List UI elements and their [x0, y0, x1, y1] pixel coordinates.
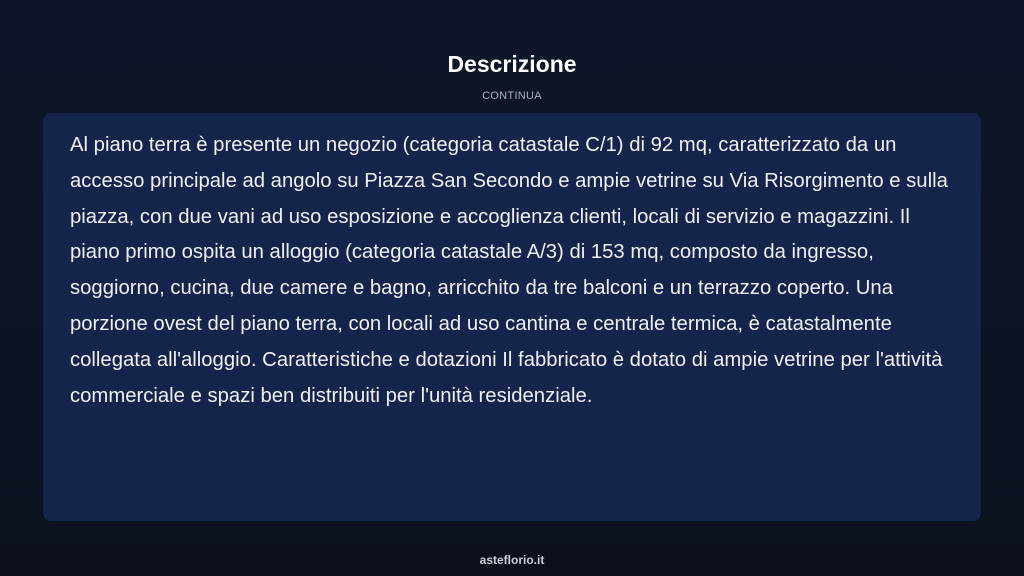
footer-brand: asteflorio.it [479, 553, 545, 567]
page-title: Descrizione [447, 51, 577, 77]
description-text: Al piano terra è presente un negozio (categoria catastale C/1) di 92 mq, caratterizzato da un accesso principale ad angolo su Piazza San Secondo e ampie vetrine su Via Risorgimento e sulla piazza, con due vani ad uso esposizione e accoglienza clienti, locali di servizio e magazzini. Il piano primo ospita un alloggio (categoria catastale A/3) di 153 mq, composto da ingresso, soggiorno, cucina, due camere e bagno, arricchito da tre balconi e un terrazzo coperto. Una porzione ovest del piano terra, con locali ad uso cantina e centrale termica, è catastalmente collegata all'alloggio. Caratteristiche e dotazioni Il fabbricato è dotato di ampie vetrine per l'attività commerciale e spazi ben distribuiti per l'unità residenziale. [70, 134, 948, 407]
footer-bar [0, 543, 1024, 576]
continue-link[interactable]: CONTINUA [482, 90, 542, 102]
description-card [43, 113, 981, 521]
